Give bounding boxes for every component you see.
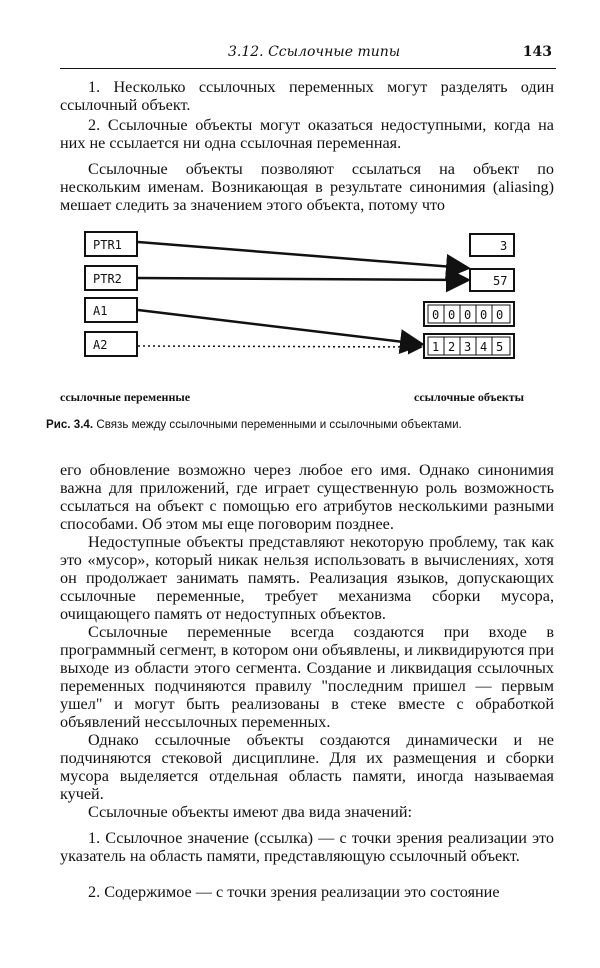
object-57 [470,269,514,291]
object-value: 57 [493,274,508,288]
arrow-ptr2 [138,278,466,280]
paragraph: Ссылочные объекты позволяют ссылаться на объект по нескольким именам. Возникающая в результате синонимия (aliasing) мешает следить за значением этого объекта, потому что [60,160,554,214]
page-number: 143 [522,44,552,60]
array-cell: 1 [432,340,440,354]
running-title: 3.12. Ссылочные типы [228,44,401,60]
object-value: 3 [500,239,508,253]
array-cell: 3 [464,340,472,354]
caption-text: Связь между ссылочными переменными и ссылочными объектами. [96,418,462,431]
paragraph: 2. Содержимое — с точки зрения реализации это состояние [88,883,500,901]
arrow-ptr1 [138,242,466,268]
variable-ptr2 [85,266,137,290]
variable-label: A1 [93,304,108,318]
variable-a2 [85,332,137,356]
label-reference-variables: ссылочные переменные [60,390,191,404]
variable-a1 [85,298,137,322]
figure-caption [46,418,566,431]
arrow-a2 [138,346,420,347]
paragraph: 1. Ссылочное значение (ссылка) — с точки зрения реализации это указатель на область памяти, представляющую ссылочный объект. [60,829,554,865]
array-object-zeros [424,302,514,326]
variable-label: PTR2 [93,272,122,286]
array-cell: 0 [480,308,488,322]
page-header [60,44,556,69]
paragraph: его обновление возможно через любое его имя. Однако синонимия важна для приложений, где играет существенную роль возможность ссылаться на объект с помощью его атрибутов несколькими разными способами. Об этом мы еще поговорим позднее. [60,461,554,533]
paragraph: 1. Несколько ссылочных переменных могут разделять один ссылочный объект. [60,78,554,114]
paragraph: 2. Ссылочные объекты могут оказаться недоступными, когда на них не ссылается ни одна ссылочная переменная. [60,116,554,152]
array-object-12345 [424,334,514,358]
paragraph: Ссылочные переменные всегда создаются при входе в программный сегмент, в котором они объявлены, и ликвидируются при выходе из области этого сегмента. Создание и ликвидация ссылочных переменных подчиняются правилу "последним пришел — первым ушел" и могут быть реализованы в стеке вместе с обработкой объявлений нессылочных переменных. [60,623,554,731]
label-reference-objects: ссылочные объекты [414,390,525,404]
variable-ptr1 [85,232,137,256]
paragraph: Однако ссылочные объекты создаются динамически и не подчиняются стековой дисциплине. Для их размещения и сборки мусора выделяется отдельная область памяти, иногда называемая кучей. [60,731,554,803]
object-3 [470,234,514,256]
array-cell: 0 [464,308,472,322]
reference-diagram [0,220,600,380]
caption-number: Рис. 3.4. [46,418,94,431]
arrow-a1 [138,310,420,344]
array-cell: 5 [496,340,504,354]
variable-label: A2 [93,338,108,352]
array-cell: 0 [448,308,456,322]
paragraph: Недоступные объекты представляют некоторую проблему, так как это «мусор», который никак нельзя использовать в вычислениях, хотя он продолжает занимать память. Реализация языков, допускающих ссылочные переменные, требует механизма сборки мусора, очищающего память от недоступных объектов. [60,533,554,623]
variable-label: PTR1 [93,238,122,252]
array-cell: 2 [448,340,456,354]
array-cell: 0 [496,308,504,322]
array-cell: 0 [432,308,440,322]
array-cell: 4 [480,340,488,354]
paragraph: Ссылочные объекты имеют два вида значений: [88,803,413,821]
